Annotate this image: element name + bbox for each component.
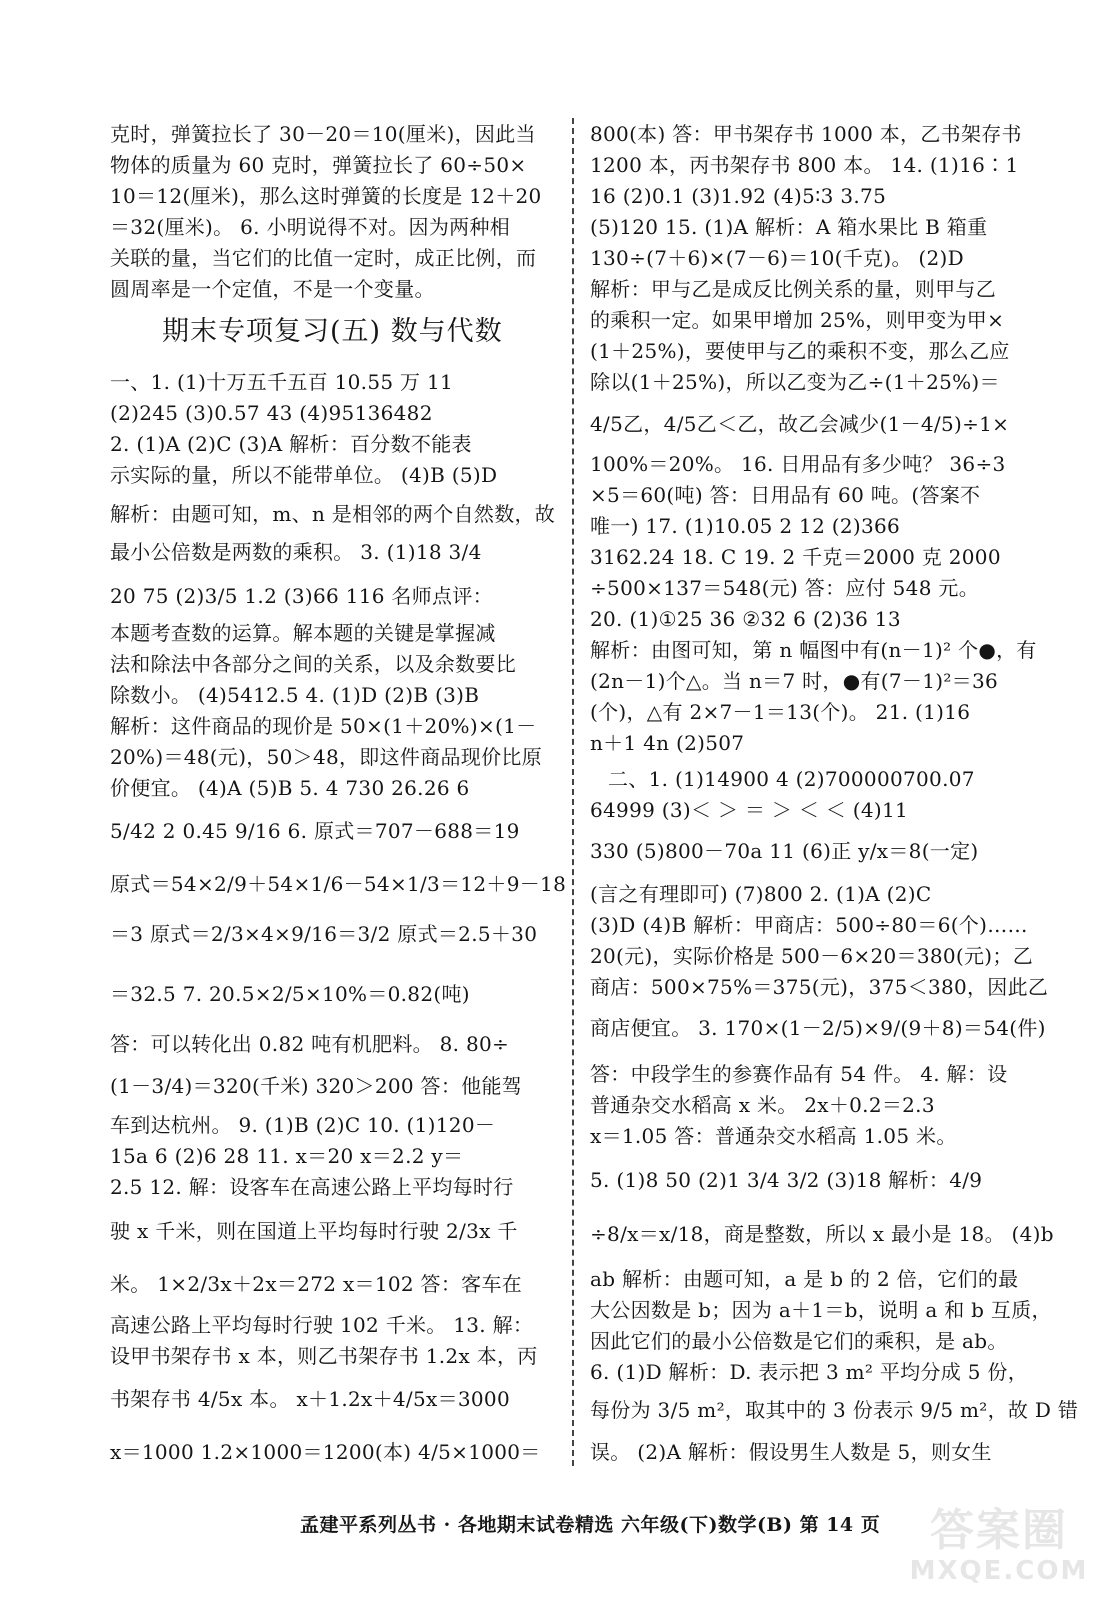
text-line: 关联的量，当它们的比值一定时，成正比例，而 (110, 246, 537, 270)
text-line: 二、1. (1)14900 4 (2)700000700.07 (608, 767, 975, 791)
text-line: ÷8/x＝x/18，商是整数，所以 x 最小是 18。 (4)b (590, 1222, 1054, 1246)
text-line: 每份为 3/5 m²，取其中的 3 份表示 9/5 m²，故 D 错 (590, 1398, 1079, 1422)
text-line: 16 (2)0.1 (3)1.92 (4)5∶3 3.75 (590, 184, 887, 208)
text-line: 设甲书架存书 x 本，则乙书架存书 1.2x 本，丙 (110, 1344, 538, 1368)
text-line: 6. (1)D 解析：D. 表示把 3 m² 平均分成 5 份， (590, 1360, 1029, 1384)
text-line: 唯一) 17. (1)10.05 2 12 (2)366 (590, 514, 901, 538)
text-line: 一、1. (1)十万五千五百 10.55 万 11 (110, 370, 454, 394)
text-line: ＝3 原式＝2/3×4×9/16＝3/2 原式＝2.5＋30 (110, 922, 538, 946)
text-line: 圆周率是一个定值，不是一个变量。 (110, 277, 435, 301)
text-line: 130÷(7＋6)×(7－6)＝10(千克)。 (2)D (590, 246, 964, 270)
text-line: ＝32.5 7. 20.5×2/5×10%＝0.82(吨) (110, 982, 470, 1006)
text-line: (1－3/4)＝320(千米) 320＞200 答：他能驾 (110, 1074, 523, 1098)
text-line: 商店：500×75%＝375(元)，375＜380，因此乙 (590, 975, 1049, 999)
text-line: (1＋25%)，要使甲与乙的乘积不变，那么乙应 (590, 339, 1010, 363)
page-footer: 孟建平系列丛书 · 各地期末试卷精选 六年级(下)数学(B) 第 14 页 (300, 1514, 881, 1536)
text-line: x＝1000 1.2×1000＝1200(本) 4/5×1000＝ (110, 1440, 541, 1464)
text-line: n＋1 4n (2)507 (590, 731, 745, 755)
text-line: ab 解析：由题可知，a 是 b 的 2 倍，它们的最 (590, 1267, 1019, 1291)
text-line: 20. (1)①25 36 ②32 6 (2)36 13 (590, 607, 901, 631)
text-line: 驶 x 千米，则在国道上平均每时行驶 2/3x 千 (110, 1219, 518, 1243)
text-line: 解析：这件商品的现价是 50×(1＋20%)×(1－ (110, 714, 537, 738)
text-line: 100%＝20%。 16. 日用品有多少吨？ 36÷3 (590, 452, 1006, 476)
text-line: (个)，△有 2×7－1＝13(个)。 21. (1)16 (590, 700, 971, 724)
text-line: 米。 1×2/3x＋2x＝272 x＝102 答：客车在 (110, 1272, 523, 1296)
text-line: (2n－1)个△。当 n＝7 时，●有(7－1)²＝36 (590, 669, 999, 693)
text-line: 因此它们的最小公倍数是它们的乘积，是 ab。 (590, 1329, 1008, 1353)
text-line: (5)120 15. (1)A 解析：A 箱水果比 B 箱重 (590, 215, 988, 239)
text-line: 误。 (2)A 解析：假设男生人数是 5，则女生 (590, 1440, 992, 1464)
text-line: 最小公倍数是两数的乘积。 3. (1)18 3/4 (110, 540, 482, 564)
text-line: 除数小。 (4)5412.5 4. (1)D (2)B (3)B (110, 683, 480, 707)
text-line: 1200 本，丙书架存书 800 本。 14. (1)16∶1 (590, 153, 1019, 177)
text-line: 800(本) 答：甲书架存书 1000 本，乙书架存书 (590, 122, 1022, 146)
text-line: 大公因数是 b；因为 a＋1＝b，说明 a 和 b 互质， (590, 1298, 1052, 1322)
text-line: 的乘积一定。如果甲增加 25%，则甲变为甲× (590, 308, 1005, 332)
text-line: 本题考查数的运算。解本题的关键是掌握减 (110, 621, 496, 645)
text-line: 法和除法中各部分之间的关系，以及余数要比 (110, 652, 516, 676)
text-line: 20(元)，实际价格是 500－6×20＝380(元)；乙 (590, 944, 1033, 968)
text-line: 20%)＝48(元)，50＞48，即这件商品现价比原 (110, 745, 543, 769)
text-line: 解析：由题可知，m、n 是相邻的两个自然数，故 (110, 502, 556, 526)
watermark-url: MXQE.COM (909, 1556, 1089, 1586)
text-line: ÷500×137＝548(元) 答：应付 548 元。 (590, 576, 979, 600)
text-line: ×5＝60(吨) 答：日用品有 60 吨。(答案不 (590, 483, 981, 507)
text-line: 原式＝54×2/9＋54×1/6－54×1/3＝12＋9－18 (110, 872, 567, 896)
text-line: 价便宜。 (4)A (5)B 5. 4 730 26.26 6 (110, 776, 470, 800)
text-line: (言之有理即可) (7)800 2. (1)A (2)C (590, 882, 932, 906)
text-line: 普通杂交水稻高 x 米。 2x＋0.2＝2.3 (590, 1093, 935, 1117)
text-line: x＝1.05 答：普通杂交水稻高 1.05 米。 (590, 1124, 957, 1148)
text-line: 2.5 12. 解：设客车在高速公路上平均每时行 (110, 1175, 514, 1199)
text-line: 除以(1＋25%)，所以乙变为乙÷(1＋25%)＝ (590, 370, 1000, 394)
text-line: 示实际的量，所以不能带单位。 (4)B (5)D (110, 463, 498, 487)
watermark-logo (908, 1494, 1090, 1594)
text-line: 2. (1)A (2)C (3)A 解析：百分数不能表 (110, 432, 472, 456)
text-line: 书架存书 4/5x 本。 x＋1.2x＋4/5x＝3000 (110, 1387, 510, 1411)
text-line: 64999 (3)＜ ＞ ＝ ＞ ＜ ＜ (4)11 (590, 798, 909, 822)
section-heading: 期末专项复习(五) 数与代数 (162, 316, 503, 347)
text-line: 解析：由图可知，第 n 幅图中有(n－1)² 个●，有 (590, 638, 1037, 662)
text-line: 商店便宜。 3. 170×(1－2/5)×9/(9＋8)＝54(件) (590, 1016, 1046, 1040)
text-line: (3)D (4)B 解析：甲商店：500÷80＝6(个)…… (590, 913, 1028, 937)
text-line: 车到达杭州。 9. (1)B (2)C 10. (1)120－ (110, 1113, 496, 1137)
text-line: 20 75 (2)3/5 1.2 (3)66 116 名师点评： (110, 584, 493, 608)
text-line: 15a 6 (2)6 28 11. x＝20 x＝2.2 y＝ (110, 1144, 464, 1168)
text-line: 5. (1)8 50 (2)1 3/4 3/2 (3)18 解析：4/9 (590, 1168, 983, 1192)
text-line: 5/42 2 0.45 9/16 6. 原式＝707－688＝19 (110, 819, 520, 843)
column-divider (572, 118, 574, 1466)
text-line: 3162.24 18. C 19. 2 千克＝2000 克 2000 (590, 545, 1001, 569)
watermark-title: 答案圈 (930, 1505, 1068, 1556)
text-line: 答：可以转化出 0.82 吨有机肥料。 8. 80÷ (110, 1032, 510, 1056)
text-line: 解析：甲与乙是成反比例关系的量，则甲与乙 (590, 277, 996, 301)
text-line: (2)245 (3)0.57 43 (4)95136482 (110, 401, 433, 425)
text-line: 克时，弹簧拉长了 30－20＝10(厘米)，因此当 (110, 122, 536, 146)
text-line: ＝32(厘米)。 6. 小明说得不对。因为两种相 (110, 215, 511, 239)
text-line: 10＝12(厘米)，那么这时弹簧的长度是 12＋20 (110, 184, 542, 208)
text-line: 高速公路上平均每时行驶 102 千米。 13. 解： (110, 1313, 534, 1337)
text-line: 答：中段学生的参赛作品有 54 件。 4. 解：设 (590, 1062, 1008, 1086)
text-line: 330 (5)800－70a 11 (6)正 y/x＝8(一定) (590, 839, 979, 863)
text-line: 物体的质量为 60 克时，弹簧拉长了 60÷50× (110, 153, 527, 177)
text-line: 4/5乙，4/5乙＜乙，故乙会减少(1－4/5)÷1× (590, 412, 1010, 436)
